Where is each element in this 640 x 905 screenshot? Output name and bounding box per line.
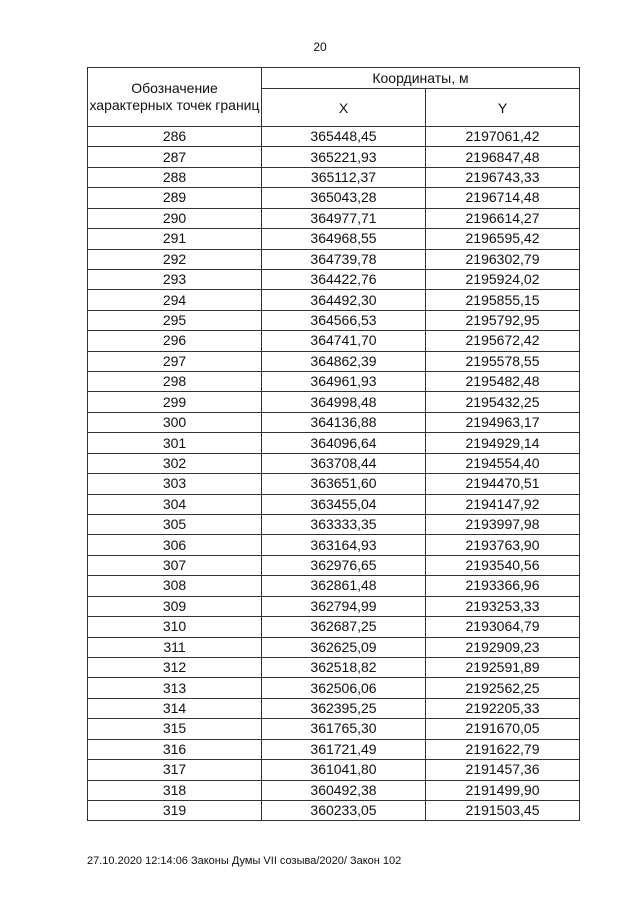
y-coordinate-cell: 2193064,79 [426,617,580,637]
point-number-cell: 296 [88,331,262,351]
x-coordinate-cell: 362794,99 [262,596,426,616]
point-number-cell: 300 [88,412,262,432]
point-number-cell: 294 [88,290,262,310]
point-number-cell: 310 [88,617,262,637]
x-coordinate-cell: 363164,93 [262,535,426,555]
table-row [88,555,580,575]
x-coordinate-cell: 362687,25 [262,617,426,637]
y-coordinate-cell: 2194554,40 [426,453,580,473]
y-coordinate-cell: 2195482,48 [426,372,580,392]
y-coordinate-cell: 2192909,23 [426,637,580,657]
point-number-cell: 293 [88,269,262,289]
table-row [88,167,580,187]
table-row [88,494,580,514]
x-coordinate-cell: 361721,49 [262,739,426,759]
x-coordinate-cell: 364741,70 [262,331,426,351]
y-coordinate-cell: 2196595,42 [426,229,580,249]
table-row [88,698,580,718]
table-row [88,739,580,759]
x-coordinate-cell: 365043,28 [262,188,426,208]
y-coordinate-cell: 2195672,42 [426,331,580,351]
table-row [88,596,580,616]
y-coordinate-cell: 2197061,42 [426,127,580,147]
x-coordinate-cell: 364492,30 [262,290,426,310]
y-coordinate-cell: 2193997,98 [426,515,580,535]
point-number-cell: 309 [88,596,262,616]
x-coordinate-cell: 363455,04 [262,494,426,514]
x-coordinate-cell: 364096,64 [262,433,426,453]
table-row [88,800,580,820]
table-row [88,392,580,412]
y-coordinate-cell: 2196714,48 [426,188,580,208]
x-coordinate-cell: 364968,55 [262,229,426,249]
x-coordinate-cell: 362395,25 [262,698,426,718]
y-coordinate-cell: 2196614,27 [426,208,580,228]
y-coordinate-cell: 2191457,36 [426,760,580,780]
x-coordinate-cell: 364998,48 [262,392,426,412]
footer-stamp: 27.10.2020 12:14:06 Законы Думы VII созыва/2020/ Закон 102 [87,855,402,867]
table-row [88,453,580,473]
x-coordinate-cell: 364862,39 [262,351,426,371]
table-row [88,576,580,596]
table-row [88,372,580,392]
x-coordinate-cell: 362518,82 [262,657,426,677]
x-coordinate-cell: 364566,53 [262,310,426,330]
point-number-cell: 295 [88,310,262,330]
point-number-cell: 306 [88,535,262,555]
table-row [88,310,580,330]
point-number-cell: 315 [88,719,262,739]
y-coordinate-cell: 2194929,14 [426,433,580,453]
header-designation: Обозначение характерных точек границ [88,68,262,127]
header-y: Y [426,89,580,127]
x-coordinate-cell: 365448,45 [262,127,426,147]
point-number-cell: 292 [88,249,262,269]
coordinates-table [87,67,580,821]
table-row [88,617,580,637]
point-number-cell: 287 [88,147,262,167]
point-number-cell: 290 [88,208,262,228]
point-number-cell: 317 [88,760,262,780]
x-coordinate-cell: 363651,60 [262,474,426,494]
table-row [88,269,580,289]
point-number-cell: 319 [88,800,262,820]
point-number-cell: 312 [88,657,262,677]
point-number-cell: 291 [88,229,262,249]
table-row [88,229,580,249]
table-row [88,780,580,800]
x-coordinate-cell: 364136,88 [262,412,426,432]
y-coordinate-cell: 2194147,92 [426,494,580,514]
table-row [88,515,580,535]
y-coordinate-cell: 2193540,56 [426,555,580,575]
x-coordinate-cell: 361765,30 [262,719,426,739]
table-row [88,637,580,657]
y-coordinate-cell: 2196847,48 [426,147,580,167]
point-number-cell: 314 [88,698,262,718]
x-coordinate-cell: 362861,48 [262,576,426,596]
y-coordinate-cell: 2195855,15 [426,290,580,310]
table-body [88,127,580,821]
point-number-cell: 288 [88,167,262,187]
x-coordinate-cell: 364739,78 [262,249,426,269]
y-coordinate-cell: 2191622,79 [426,739,580,759]
y-coordinate-cell: 2195792,95 [426,310,580,330]
x-coordinate-cell: 362625,09 [262,637,426,657]
x-coordinate-cell: 364977,71 [262,208,426,228]
x-coordinate-cell: 365221,93 [262,147,426,167]
y-coordinate-cell: 2192591,89 [426,657,580,677]
point-number-cell: 311 [88,637,262,657]
point-number-cell: 304 [88,494,262,514]
point-number-cell: 286 [88,127,262,147]
table-row [88,351,580,371]
point-number-cell: 298 [88,372,262,392]
table-row [88,474,580,494]
x-coordinate-cell: 364422,76 [262,269,426,289]
table-row [88,208,580,228]
table-row [88,147,580,167]
point-number-cell: 299 [88,392,262,412]
table-row [88,535,580,555]
point-number-cell: 316 [88,739,262,759]
point-number-cell: 297 [88,351,262,371]
x-coordinate-cell: 365112,37 [262,167,426,187]
table-row [88,412,580,432]
point-number-cell: 318 [88,780,262,800]
table-row [88,331,580,351]
table-row [88,127,580,147]
point-number-cell: 302 [88,453,262,473]
y-coordinate-cell: 2193366,96 [426,576,580,596]
y-coordinate-cell: 2195578,55 [426,351,580,371]
point-number-cell: 308 [88,576,262,596]
point-number-cell: 307 [88,555,262,575]
y-coordinate-cell: 2196743,33 [426,167,580,187]
x-coordinate-cell: 360233,05 [262,800,426,820]
table-row [88,719,580,739]
table-row [88,760,580,780]
y-coordinate-cell: 2191670,05 [426,719,580,739]
y-coordinate-cell: 2193763,90 [426,535,580,555]
page-number: 20 [313,40,327,54]
x-coordinate-cell: 364961,93 [262,372,426,392]
table-row [88,433,580,453]
table-row [88,678,580,698]
y-coordinate-cell: 2194963,17 [426,412,580,432]
point-number-cell: 305 [88,515,262,535]
y-coordinate-cell: 2193253,33 [426,596,580,616]
table-row [88,249,580,269]
table-row [88,290,580,310]
y-coordinate-cell: 2191499,90 [426,780,580,800]
x-coordinate-cell: 363708,44 [262,453,426,473]
x-coordinate-cell: 362506,06 [262,678,426,698]
point-number-cell: 303 [88,474,262,494]
y-coordinate-cell: 2192562,25 [426,678,580,698]
x-coordinate-cell: 360492,38 [262,780,426,800]
x-coordinate-cell: 363333,35 [262,515,426,535]
header-x: X [262,89,426,127]
table-row [88,188,580,208]
y-coordinate-cell: 2195924,02 [426,269,580,289]
y-coordinate-cell: 2192205,33 [426,698,580,718]
header-coordinates: Координаты, м [262,68,580,89]
y-coordinate-cell: 2196302,79 [426,249,580,269]
y-coordinate-cell: 2191503,45 [426,800,580,820]
x-coordinate-cell: 362976,65 [262,555,426,575]
x-coordinate-cell: 361041,80 [262,760,426,780]
point-number-cell: 313 [88,678,262,698]
point-number-cell: 289 [88,188,262,208]
y-coordinate-cell: 2194470,51 [426,474,580,494]
point-number-cell: 301 [88,433,262,453]
y-coordinate-cell: 2195432,25 [426,392,580,412]
table-row [88,657,580,677]
